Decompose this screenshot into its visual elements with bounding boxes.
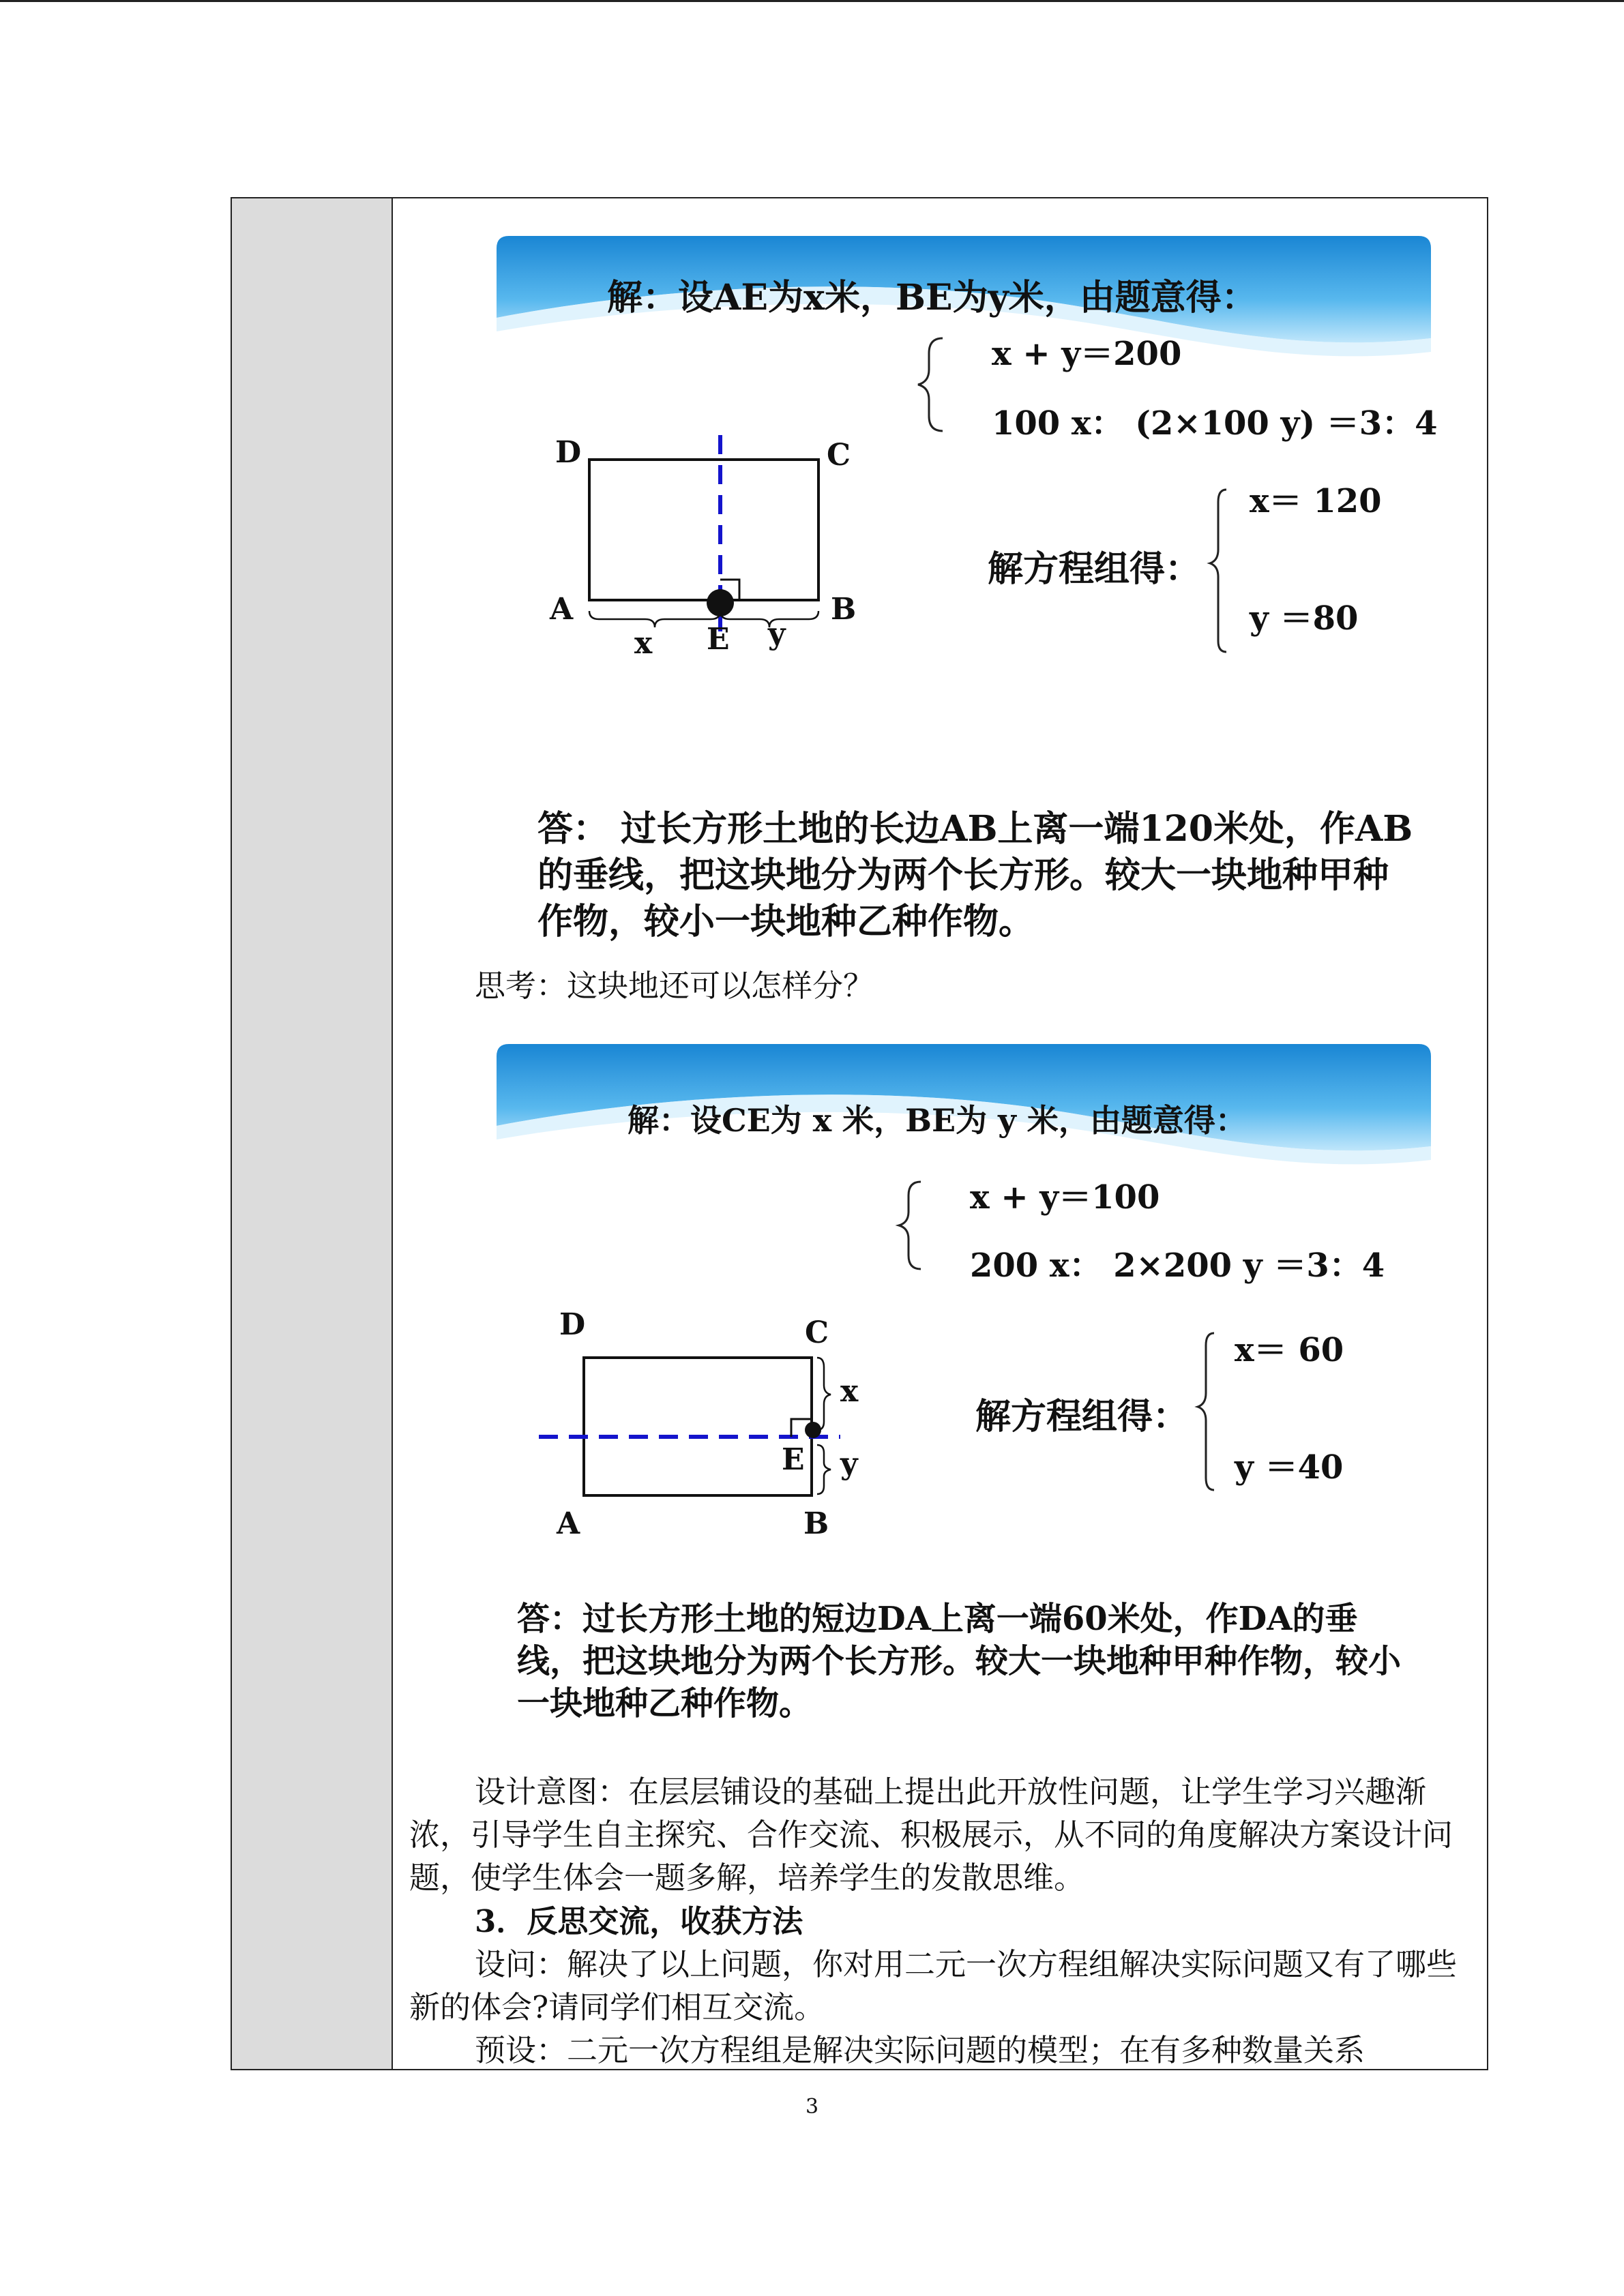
slide-1-equation-1: x + y＝200 xyxy=(992,335,1182,373)
slide-1-header: 解：设AE为x米，BE为y米，由题意得： xyxy=(607,277,1257,318)
slide-1-label-y: y xyxy=(768,616,786,651)
design-intent-paragraph: 设计意图：在层层铺设的基础上提出此开放性问题，让学生学习兴趣渐浓，引导学生自主探究、合作交流、积极展示，从不同的角度解决方案设计问题，使学生体会一题多解，培养学生的发散思维。 xyxy=(409,1774,1453,1896)
slide-1-equation-2: 100 x： (2×100 y) ＝3：4 xyxy=(992,404,1438,443)
slide-2-label-a: A xyxy=(557,1506,580,1541)
slide-2 xyxy=(497,1044,1431,1726)
slide-1-rectangle xyxy=(589,460,818,600)
slide-2-label-y: y xyxy=(840,1446,858,1481)
slide-1 xyxy=(497,236,1438,952)
slide-2-label-e: E xyxy=(782,1442,805,1477)
question-paragraph: 设问：解决了以上问题，你对用二元一次方程组解决实际问题又有了哪些新的体会?请同学们相互交流。 xyxy=(409,1946,1458,2025)
page-number: 3 xyxy=(805,2095,819,2119)
slide-1-label-c: C xyxy=(827,438,851,473)
slide-1-label-a: A xyxy=(550,592,574,627)
slide-2-header: 解：设CE为 x 米，BE为 y 米，由题意得： xyxy=(628,1102,1247,1139)
slide-2-answer: 答：过长方形土地的短边DA上离一端60米处，作DA的垂线，把这块地分为两个长方形。较大一块地种甲种作物，较小一块地种乙种作物。 xyxy=(517,1600,1402,1723)
top-rule xyxy=(0,0,1624,2)
section-3-title: 3．反思交流，收获方法 xyxy=(475,1903,803,1939)
slide-1-solution-x: x＝ 120 xyxy=(1250,482,1382,520)
slide-1-answer: 答： 过长方形土地的长边AB上离一端120米处，作AB的垂线，把这块地分为两个长方形。较大一块地种甲种作物，较小一块地种乙种作物。 xyxy=(537,808,1413,942)
slide-2-solution-y: y ＝40 xyxy=(1235,1448,1344,1487)
slide-1-label-d: D xyxy=(555,435,582,470)
left-label-column xyxy=(232,198,393,2069)
slide-1-solution-label: 解方程组得： xyxy=(988,548,1201,590)
slide-2-label-x: x xyxy=(840,1374,859,1409)
slide-1-solution-brace xyxy=(1210,490,1226,652)
slide-2-label-b: B xyxy=(803,1506,829,1541)
slide-1-solution-y: y ＝80 xyxy=(1250,599,1359,638)
think-prompt: 思考：这块地还可以怎样分？ xyxy=(475,968,874,1004)
slide-1-x-brace xyxy=(589,611,720,627)
slide-1-label-e: E xyxy=(707,622,730,657)
slide-2-rectangle xyxy=(584,1358,812,1495)
slide-1-label-x: x xyxy=(634,626,653,661)
slide-2-solution-brace xyxy=(1198,1333,1214,1490)
slide-2-system-brace xyxy=(899,1182,921,1269)
slide-2-label-c: C xyxy=(805,1315,829,1350)
slide-1-label-b: B xyxy=(831,592,857,627)
slide-2-y-brace xyxy=(817,1445,831,1494)
slide-2-equation-2: 200 x： 2×200 y ＝3：4 xyxy=(970,1247,1385,1285)
slide-1-system-brace xyxy=(918,338,943,431)
preset-paragraph: 预设：二元一次方程组是解决实际问题的模型；在有多种数量关系 xyxy=(475,2032,1365,2068)
slide-2-equation-1: x + y＝100 xyxy=(970,1178,1160,1217)
slide-2-solution-label: 解方程组得： xyxy=(975,1396,1189,1437)
slide-2-label-d: D xyxy=(559,1307,586,1342)
slide-2-x-brace xyxy=(817,1358,831,1430)
slide-2-solution-x: x＝ 60 xyxy=(1235,1331,1344,1369)
